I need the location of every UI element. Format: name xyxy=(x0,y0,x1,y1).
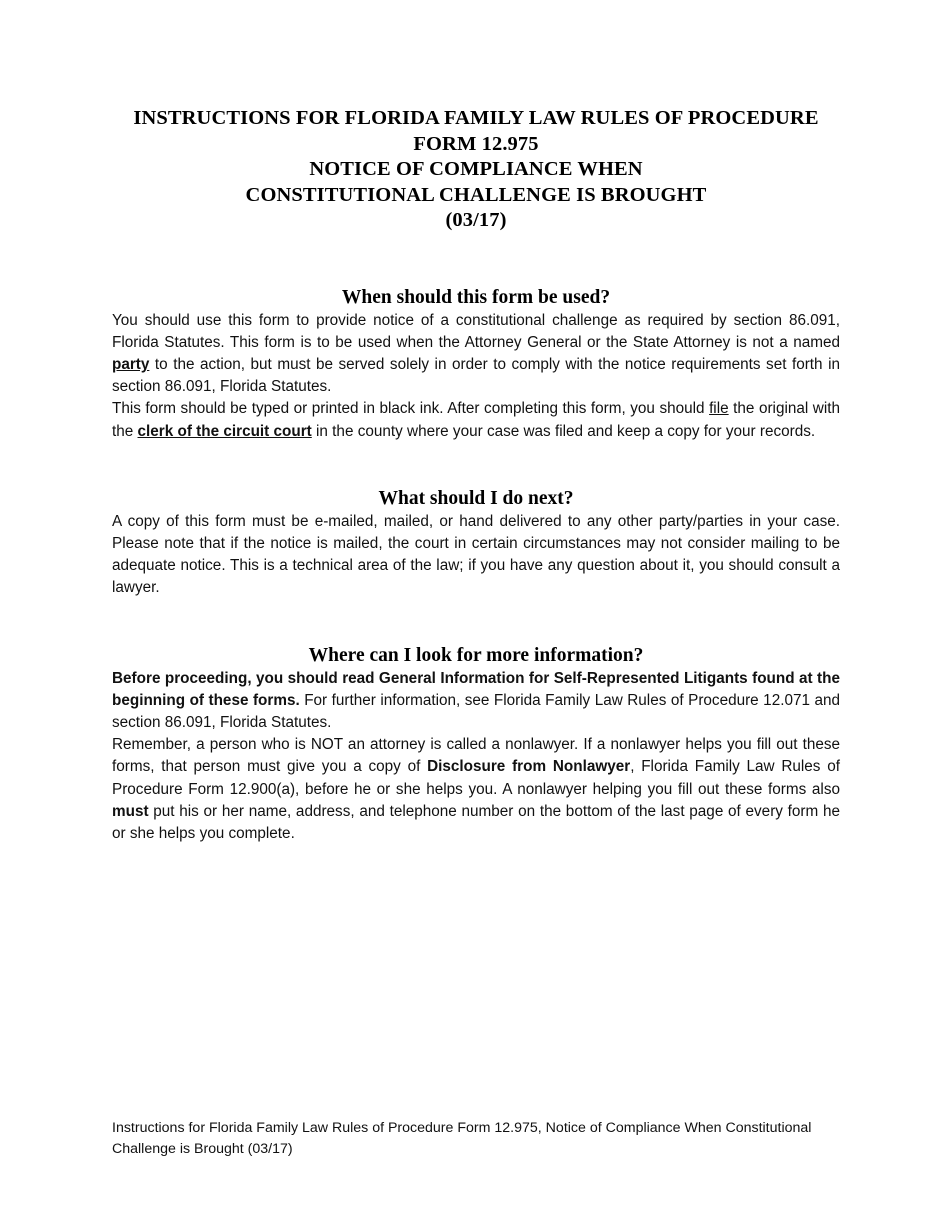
where-para1-text-b: For further information, see Florida Family Law Rules of Procedure 12.071 and section 86.091, Florida Statutes. xyxy=(112,691,840,731)
where-para2-text-c: , Florida Family Law Rules of Procedure Form 12.900(a), before he or she helps you. A nonlawyer helping you fill out these forms also xyxy=(112,758,840,798)
paragraph-where-1 xyxy=(112,668,840,735)
when-para1-text-a: You should use this form to provide notice of a constitutional challenge as required by section 86.091, Florida Statutes. This form is to be used when the Attorney General or the State Attorney is not a named xyxy=(112,311,840,351)
heading-what-should-i-do-next: What should I do next? xyxy=(378,487,574,509)
paragraph-next-1: A copy of this form must be e-mailed, mailed, or hand delivered to any other party/parties in your case. Please note that if the notice is mailed, the court in certain circumstances may not consider mailing to be adequate notice. This is a technical area of the law; if you have any question about it, you should consult a lawyer. xyxy=(112,512,840,597)
heading-where-can-i-look-for-more-information: Where can I look for more information? xyxy=(308,644,644,666)
paragraph-when-2 xyxy=(112,398,840,442)
when-para2-text-c: the original with the xyxy=(112,400,840,440)
when-para2-text-e: in the county where your case was filed and keep a copy for your records. xyxy=(311,422,816,440)
where-para2-disclosure-emphasis: Disclosure from Nonlawyer xyxy=(427,758,631,776)
heading-when-should-this-form-be-used: When should this form be used? xyxy=(341,286,611,308)
paragraph-where-2 xyxy=(112,734,840,845)
page-footer xyxy=(112,1118,842,1160)
paragraph-when-1 xyxy=(112,310,840,399)
when-para2-file-emphasis: file xyxy=(709,400,729,418)
title-line-5: (03/17) xyxy=(445,209,507,231)
where-para2-text-e: put his or her name, address, and telephone number on the bottom of the last page of every form he or she helps you complete. xyxy=(112,802,840,842)
title-line-1: INSTRUCTIONS FOR FLORIDA FAMILY LAW RULES OF PROCEDURE xyxy=(133,107,819,129)
when-para2-clerk-emphasis: clerk of the circuit court xyxy=(137,422,312,440)
when-para2-text-a: This form should be typed or printed in black ink. After completing this form, you should xyxy=(112,400,710,418)
where-para2-text-a: Remember, a person who is NOT an attorney is called a nonlawyer. If a nonlawyer helps you fill out these forms, that person must give you a copy of xyxy=(112,736,840,776)
where-para1-bold-lead: Before proceeding, you should read General Information for Self-Represented Litigants found at the beginning of these forms. xyxy=(112,669,840,709)
document-title xyxy=(112,106,840,234)
footer-line-1: Instructions for Florida Family Law Rules of Procedure Form 12.975, Notice of Compliance When Constitutional xyxy=(112,1120,812,1136)
title-line-4: CONSTITUTIONAL CHALLENGE IS BROUGHT xyxy=(245,183,707,206)
when-para1-text-c: to the action, but must be served solely in order to comply with the notice requirements set forth in section 86.091, Florida Statutes. xyxy=(112,355,840,396)
where-para2-must-emphasis: must xyxy=(112,802,149,820)
when-para1-party-emphasis: party xyxy=(112,355,150,373)
title-line-3: NOTICE OF COMPLIANCE WHEN xyxy=(309,158,643,180)
document-content xyxy=(112,0,840,845)
footer-line-2: Challenge is Brought (03/17) xyxy=(112,1141,293,1157)
title-line-2: FORM 12.975 xyxy=(413,132,539,155)
